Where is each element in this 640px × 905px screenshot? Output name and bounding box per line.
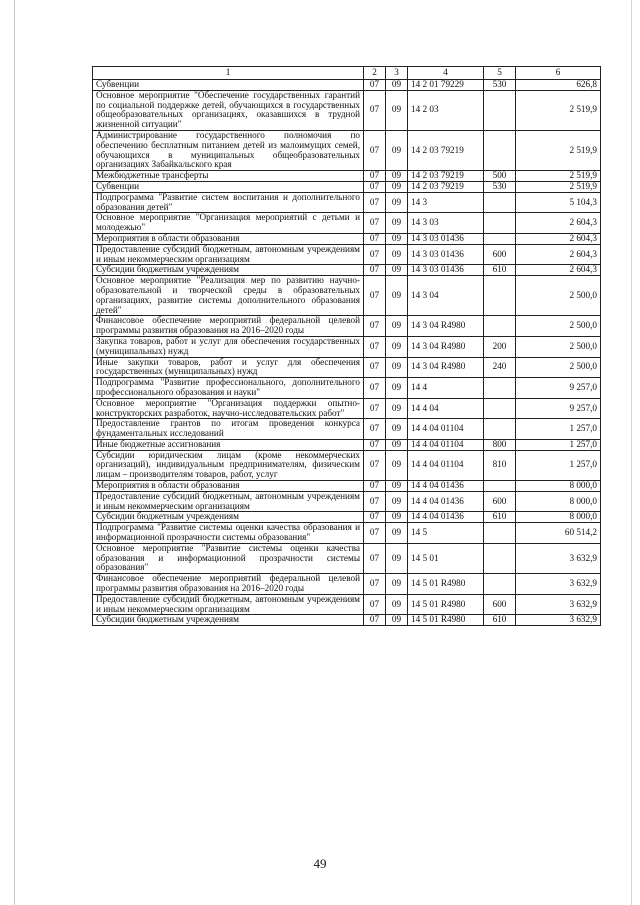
expense-type-cell (484, 543, 516, 573)
row-name-cell: Основное мероприятие "Развитие системы оценки качества образования и информационной прозрачности системы образования" (93, 543, 364, 573)
row-name-cell: Субвенции (93, 181, 364, 192)
row-name-cell: Межбюджетные трансферты (93, 171, 364, 182)
target-article-cell: 14 4 04 01104 (408, 419, 484, 440)
section-code-cell: 07 (364, 481, 386, 492)
target-article-cell: 14 3 03 01436 (408, 265, 484, 276)
header-cell: 2 (364, 67, 386, 80)
page-edge-left (14, 0, 15, 905)
expense-type-cell: 530 (484, 80, 516, 91)
target-article-cell: 14 3 04 (408, 276, 484, 316)
target-article-cell: 14 5 01 R4980 (408, 574, 484, 595)
table-row (93, 512, 601, 523)
target-article-cell: 14 3 04 R4980 (408, 357, 484, 378)
table-row (93, 378, 601, 399)
expense-type-cell (484, 316, 516, 337)
row-name-cell: Финансовое обеспечение мероприятий федеральной целевой программы развития образования на 2016–2020 годы (93, 574, 364, 595)
target-article-cell: 14 5 (408, 523, 484, 544)
subsection-code-cell: 09 (386, 574, 408, 595)
target-article-cell: 14 3 04 R4980 (408, 316, 484, 337)
amount-cell: 2 604,3 (516, 213, 601, 234)
table-row (93, 523, 601, 544)
expense-type-cell: 200 (484, 336, 516, 357)
table-row (93, 439, 601, 450)
section-code-cell: 07 (364, 244, 386, 265)
row-name-cell: Иные бюджетные ассигнования (93, 439, 364, 450)
header-cell: 4 (408, 67, 484, 80)
target-article-cell: 14 2 03 79219 (408, 130, 484, 170)
target-article-cell: 14 4 04 01104 (408, 450, 484, 480)
amount-cell: 3 632,9 (516, 574, 601, 595)
subsection-code-cell: 09 (386, 171, 408, 182)
amount-cell: 2 519,9 (516, 130, 601, 170)
section-code-cell: 07 (364, 419, 386, 440)
subsection-code-cell: 09 (386, 181, 408, 192)
section-code-cell: 07 (364, 316, 386, 337)
row-name-cell: Администрирование государственного полномочия по обеспечению бесплатным питанием детей из малоимущих семей, обучающихся в муниципальных общеобразовательных организациях Забайкальского края (93, 130, 364, 170)
budget-table (92, 66, 601, 626)
amount-cell: 8 000,0 (516, 491, 601, 512)
section-code-cell: 07 (364, 181, 386, 192)
expense-type-cell: 600 (484, 594, 516, 615)
expense-type-cell: 610 (484, 265, 516, 276)
header-cell: 5 (484, 67, 516, 80)
subsection-code-cell: 09 (386, 523, 408, 544)
subsection-code-cell: 09 (386, 491, 408, 512)
table-row (93, 265, 601, 276)
section-code-cell: 07 (364, 615, 386, 626)
table-row (93, 615, 601, 626)
section-code-cell: 07 (364, 192, 386, 213)
table-row (93, 419, 601, 440)
row-name-cell: Мероприятия в области образования (93, 481, 364, 492)
table-row (93, 336, 601, 357)
row-name-cell: Предоставление субсидий бюджетным, автономным учреждениям и иным некоммерческим организациям (93, 594, 364, 615)
expense-type-cell (484, 192, 516, 213)
row-name-cell: Основное мероприятие "Организация поддержки опытно-конструкторских разработок, научно-исследовательских работ" (93, 398, 364, 419)
target-article-cell: 14 2 03 79219 (408, 171, 484, 182)
amount-cell: 5 104,3 (516, 192, 601, 213)
table-row (93, 574, 601, 595)
subsection-code-cell: 09 (386, 450, 408, 480)
section-code-cell: 07 (364, 171, 386, 182)
section-code-cell: 07 (364, 265, 386, 276)
header-cell: 6 (516, 67, 601, 80)
amount-cell: 8 000,0 (516, 481, 601, 492)
amount-cell: 9 257,0 (516, 378, 601, 399)
page-number: 49 (313, 856, 327, 871)
subsection-code-cell: 09 (386, 276, 408, 316)
target-article-cell: 14 3 03 (408, 213, 484, 234)
subsection-code-cell: 09 (386, 543, 408, 573)
section-code-cell: 07 (364, 213, 386, 234)
target-article-cell: 14 2 03 (408, 90, 484, 130)
subsection-code-cell: 09 (386, 233, 408, 244)
row-name-cell: Предоставление субсидий бюджетным, автономным учреждениям и иным некоммерческим организациям (93, 244, 364, 265)
target-article-cell: 14 3 04 R4980 (408, 336, 484, 357)
subsection-code-cell: 09 (386, 439, 408, 450)
amount-cell: 2 500,0 (516, 276, 601, 316)
page-edge-right (631, 0, 632, 905)
subsection-code-cell: 09 (386, 336, 408, 357)
row-name-cell: Основное мероприятие "Реализация мер по развитию научно-образовательной и творческой среды в образовательных организациях, развитие системы дополнительного образования детей" (93, 276, 364, 316)
subsection-code-cell: 09 (386, 213, 408, 234)
row-name-cell: Предоставление грантов по итогам проведения конкурса фундаментальных исследований (93, 419, 364, 440)
subsection-code-cell: 09 (386, 615, 408, 626)
expense-type-cell: 610 (484, 512, 516, 523)
section-code-cell: 07 (364, 491, 386, 512)
section-code-cell: 07 (364, 90, 386, 130)
target-article-cell: 14 4 (408, 378, 484, 399)
subsection-code-cell: 09 (386, 398, 408, 419)
row-name-cell: Мероприятия в области образования (93, 233, 364, 244)
header-cell: 3 (386, 67, 408, 80)
subsection-code-cell: 09 (386, 357, 408, 378)
expense-type-cell: 600 (484, 244, 516, 265)
table-row (93, 244, 601, 265)
table-row (93, 543, 601, 573)
section-code-cell: 07 (364, 523, 386, 544)
subsection-code-cell: 09 (386, 419, 408, 440)
section-code-cell: 07 (364, 357, 386, 378)
subsection-code-cell: 09 (386, 265, 408, 276)
amount-cell: 2 500,0 (516, 336, 601, 357)
section-code-cell: 07 (364, 543, 386, 573)
target-article-cell: 14 3 (408, 192, 484, 213)
section-code-cell: 07 (364, 378, 386, 399)
section-code-cell: 07 (364, 450, 386, 480)
expense-type-cell: 500 (484, 171, 516, 182)
amount-cell: 2 500,0 (516, 357, 601, 378)
target-article-cell: 14 4 04 01104 (408, 439, 484, 450)
expense-type-cell (484, 574, 516, 595)
table-row (93, 316, 601, 337)
expense-type-cell (484, 130, 516, 170)
subsection-code-cell: 09 (386, 80, 408, 91)
section-code-cell: 07 (364, 233, 386, 244)
expense-type-cell (484, 419, 516, 440)
row-name-cell: Субвенции (93, 80, 364, 91)
amount-cell: 8 000,0 (516, 512, 601, 523)
expense-type-cell (484, 213, 516, 234)
amount-cell: 1 257,0 (516, 439, 601, 450)
expense-type-cell: 800 (484, 439, 516, 450)
amount-cell: 3 632,9 (516, 594, 601, 615)
subsection-code-cell: 09 (386, 90, 408, 130)
target-article-cell: 14 4 04 01436 (408, 491, 484, 512)
amount-cell: 1 257,0 (516, 450, 601, 480)
row-name-cell: Подпрограмма "Развитие профессионального, дополнительного профессионального образования и науки" (93, 378, 364, 399)
section-code-cell: 07 (364, 574, 386, 595)
amount-cell: 2 500,0 (516, 316, 601, 337)
section-code-cell: 07 (364, 80, 386, 91)
row-name-cell: Основное мероприятие "Обеспечение государственных гарантий по социальной поддержке детей, обучающихся в государственных общеобразовательных организациях, оказавшихся в трудной жизненной ситуации" (93, 90, 364, 130)
table-row (93, 398, 601, 419)
expense-type-cell: 610 (484, 615, 516, 626)
section-code-cell: 07 (364, 130, 386, 170)
row-name-cell: Субсидии бюджетным учреждениям (93, 512, 364, 523)
row-name-cell: Иные закупки товаров, работ и услуг для обеспечения государственных (муниципальных) нужд (93, 357, 364, 378)
amount-cell: 1 257,0 (516, 419, 601, 440)
section-code-cell: 07 (364, 398, 386, 419)
amount-cell: 626,8 (516, 80, 601, 91)
expense-type-cell: 240 (484, 357, 516, 378)
row-name-cell: Подпрограмма "Развитие системы оценки качества образования и информационной прозрачности системы образования" (93, 523, 364, 544)
row-name-cell: Закупка товаров, работ и услуг для обеспечения государственных (муниципальных) нужд (93, 336, 364, 357)
expense-type-cell (484, 523, 516, 544)
header-cell: 1 (93, 67, 364, 80)
amount-cell: 2 519,9 (516, 181, 601, 192)
table-row (93, 192, 601, 213)
expense-type-cell (484, 398, 516, 419)
expense-type-cell: 530 (484, 181, 516, 192)
table-row (93, 233, 601, 244)
table-row (93, 181, 601, 192)
table-row (93, 171, 601, 182)
expense-type-cell: 600 (484, 491, 516, 512)
target-article-cell: 14 2 01 79229 (408, 80, 484, 91)
table-row (93, 481, 601, 492)
subsection-code-cell: 09 (386, 512, 408, 523)
amount-cell: 3 632,9 (516, 615, 601, 626)
table-row (93, 491, 601, 512)
target-article-cell: 14 5 01 R4980 (408, 615, 484, 626)
table-row (93, 130, 601, 170)
amount-cell: 9 257,0 (516, 398, 601, 419)
amount-cell: 2 604,3 (516, 233, 601, 244)
section-code-cell: 07 (364, 439, 386, 450)
table-row (93, 80, 601, 91)
target-article-cell: 14 5 01 R4980 (408, 594, 484, 615)
target-article-cell: 14 3 03 01436 (408, 244, 484, 265)
subsection-code-cell: 09 (386, 594, 408, 615)
table-row (93, 357, 601, 378)
table-row (93, 90, 601, 130)
section-code-cell: 07 (364, 594, 386, 615)
table-row (93, 450, 601, 480)
section-code-cell: 07 (364, 512, 386, 523)
subsection-code-cell: 09 (386, 316, 408, 337)
target-article-cell: 14 2 03 79219 (408, 181, 484, 192)
subsection-code-cell: 09 (386, 130, 408, 170)
row-name-cell: Подпрограмма "Развитие систем воспитания и дополнительного образования детей" (93, 192, 364, 213)
expense-type-cell (484, 90, 516, 130)
section-code-cell: 07 (364, 336, 386, 357)
table-row (93, 276, 601, 316)
target-article-cell: 14 3 03 01436 (408, 233, 484, 244)
amount-cell: 60 514,2 (516, 523, 601, 544)
amount-cell: 2 604,3 (516, 244, 601, 265)
expense-type-cell (484, 233, 516, 244)
expense-type-cell (484, 481, 516, 492)
row-name-cell: Субсидии бюджетным учреждениям (93, 265, 364, 276)
amount-cell: 2 519,9 (516, 171, 601, 182)
table-header-row (93, 67, 601, 80)
expense-type-cell (484, 276, 516, 316)
row-name-cell: Субсидии юридическим лицам (кроме некоммерческих организаций), индивидуальным предпринимателям, физическим лицам – производителям товаров, работ, услуг (93, 450, 364, 480)
expense-type-cell: 810 (484, 450, 516, 480)
target-article-cell: 14 4 04 01436 (408, 481, 484, 492)
subsection-code-cell: 09 (386, 192, 408, 213)
target-article-cell: 14 4 04 (408, 398, 484, 419)
amount-cell: 2 519,9 (516, 90, 601, 130)
row-name-cell: Финансовое обеспечение мероприятий федеральной целевой программы развития образования на 2016–2020 годы (93, 316, 364, 337)
row-name-cell: Основное мероприятие "Организация мероприятий с детьми и молодежью" (93, 213, 364, 234)
target-article-cell: 14 5 01 (408, 543, 484, 573)
section-code-cell: 07 (364, 276, 386, 316)
row-name-cell: Предоставление субсидий бюджетным, автономным учреждениям и иным некоммерческим организациям (93, 491, 364, 512)
table-body (93, 80, 601, 626)
amount-cell: 3 632,9 (516, 543, 601, 573)
subsection-code-cell: 09 (386, 378, 408, 399)
table-row (93, 213, 601, 234)
table-row (93, 594, 601, 615)
row-name-cell: Субсидии бюджетным учреждениям (93, 615, 364, 626)
subsection-code-cell: 09 (386, 244, 408, 265)
target-article-cell: 14 4 04 01436 (408, 512, 484, 523)
subsection-code-cell: 09 (386, 481, 408, 492)
expense-type-cell (484, 378, 516, 399)
amount-cell: 2 604,3 (516, 265, 601, 276)
